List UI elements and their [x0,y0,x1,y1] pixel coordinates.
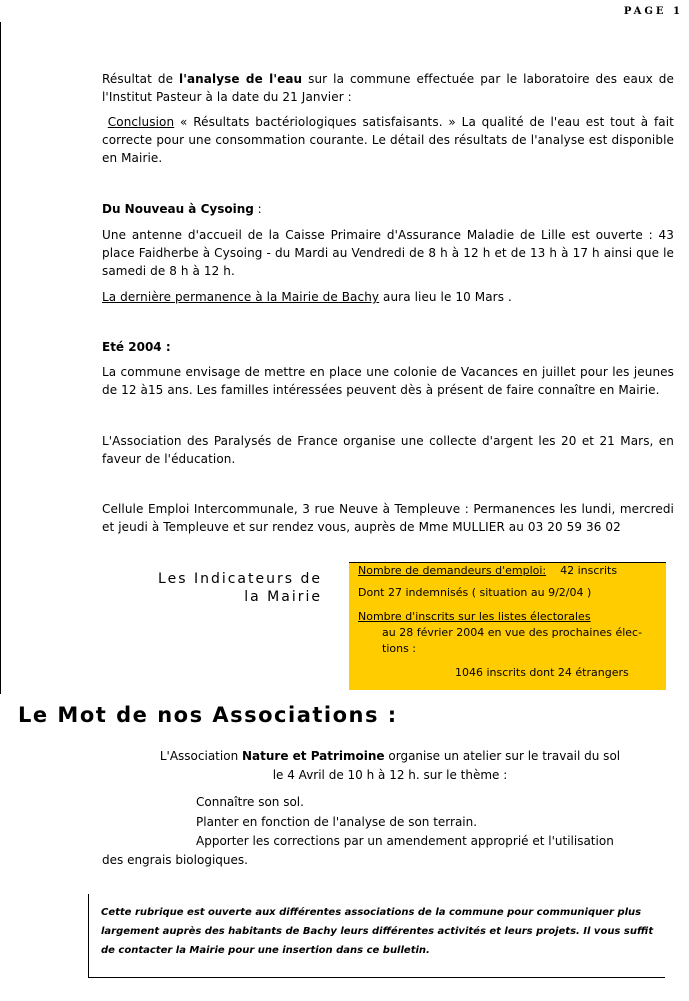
permanence-paragraph [102,288,674,306]
ete-heading: Eté 2004 : [102,340,171,354]
page-number: PAGE 1 [623,6,683,17]
ete-paragraph: La commune envisage de mettre en place une colonie de Vacances en juillet pour les jeunes de 12 à15 ans. Les familles intéressées peuvent dès à présent de faire connaître en Mairie. [102,365,674,397]
cysoing-paragraph: Une antenne d'accueil de la Caisse Primaire d'Assurance Maladie de Lille est ouverte : 43 place Faidherbe à Cysoing - du Mardi au Vendredi de 8 h à 12 h et de 13 h à 17 h ainsi que le samedi de 8 h à 12 h. [102,228,674,278]
associations-intro [100,747,680,765]
job-seekers-row [358,563,617,578]
voters-date-line1: au 28 février 2004 en vue des prochaines élec- [382,626,643,639]
associations-note: Cette rubrique est ouverte aux différentes associations de la commune pour communiquer plus largement auprès des habitants de Bachy leurs différentes activités et leurs projets. Il vous suffit de contacter la Mairie pour une insertion dans ce bulletin. [101,907,654,956]
indemnified-row: Dont 27 indemnisés ( situation au 9/2/04 ) [358,586,592,599]
permanence-text: aura lieu le 10 Mars . [379,290,512,304]
conclusion-text: « Résultats bactériologiques satisfaisants. » La qualité de l'eau est tout à fait correcte pour une consommation courante. Le détail des résultats de l'analyse est disponible en Mairie. [102,115,674,165]
water-text-post: sur la commune effectuée par le laboratoire des eaux de l'Institut Pasteur à la date du 21 Janvier : [102,72,674,104]
cysoing-heading [102,202,262,216]
job-seekers-value: 42 inscrits [560,564,618,577]
left-border-rule [0,22,1,694]
apf-paragraph: L'Association des Paralysés de France organise une collecte d'argent les 20 et 21 Mars, en faveur de l'éducation. [102,434,674,466]
water-analysis-bold: l'analyse de l'eau [178,72,303,86]
workshop-item-3-continued: des engrais biologiques. [102,853,248,867]
indicators-box [349,562,666,690]
workshop-item-1: Connaître son sol. [196,795,304,809]
indicators-title [110,570,322,606]
nature-patrimoine-name: Nature et Patrimoine [241,749,385,763]
water-text-pre: Résultat de [102,72,179,86]
job-seekers-label: Nombre de demandeurs d'emploi: [358,564,547,577]
workshop-item-2: Planter en fonction de l'analyse de son terrain. [196,815,478,829]
water-conclusion-paragraph [102,113,674,167]
intro-post: organise un atelier sur le travail du sol [384,749,621,763]
cysoing-heading-text: Du Nouveau à Cysoing [102,202,254,216]
voters-value: 1046 inscrits dont 24 étrangers [455,666,629,679]
water-analysis-paragraph [102,70,674,106]
workshop-item-3: Apporter les corrections par un amendement approprié et l'utilisation [196,834,614,848]
voters-date-line2: tions : [382,642,417,655]
indicators-title-line2: la Mairie [244,589,322,605]
cysoing-heading-suffix: : [253,202,262,216]
permanence-link[interactable]: La dernière permanence à la Mairie de Bachy [102,290,380,304]
associations-title: Le Mot de nos Associations : [18,703,398,727]
associations-intro-line2: le 4 Avril de 10 h à 12 h. sur le thème : [272,768,508,782]
conclusion-label: Conclusion [107,115,175,129]
emploi-paragraph: Cellule Emploi Intercommunale, 3 rue Neuve à Templeuve : Permanences les lundi, mercredi et jeudi à Templeuve et sur rendez vous, auprès de Mme MULLIER au 03 20 59 36 02 [102,502,674,534]
voters-label: Nombre d'inscrits sur les listes électorales [358,610,591,623]
intro-pre: L'Association [159,749,242,763]
indicators-title-line1: Les Indicateurs de [158,571,322,587]
